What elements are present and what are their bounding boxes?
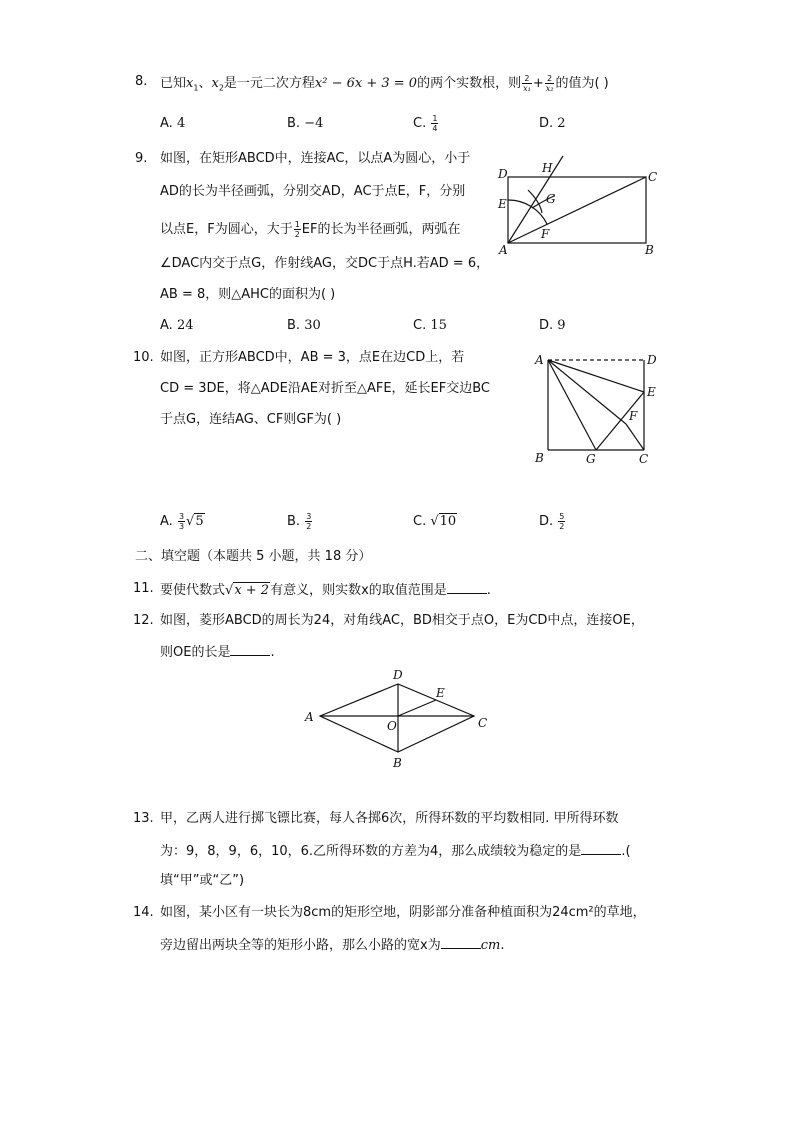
q10-line-1: 如图，正方形ABCD中，AB = 3，点E在边CD上，若 (160, 350, 465, 365)
q9-line-2: AD的长为半径画弧，分别交AD，AC于点E，F，分别 (160, 184, 466, 199)
q10-option-d: D. $\frac{5}{2}$ (539, 512, 565, 531)
q9-label-d: D (498, 167, 508, 181)
q8-option-c: C. $\frac{1}{4}$ (413, 114, 438, 133)
q9-number: 9. (135, 151, 148, 166)
q9-label-a: A (499, 243, 508, 257)
section-2-title: 二、填空题（本题共 5 小题，共 18 分） (135, 549, 372, 564)
q8-text-2: 是一元二次方程 (223, 76, 315, 91)
q10-option-c: C. √10 (413, 514, 457, 529)
q10-option-b: B. $\frac{3}{2}$ (287, 512, 312, 531)
q8-option-a: A. 4 (160, 116, 186, 131)
q10-label-d: D (647, 353, 657, 367)
q12-number: 12. (133, 613, 154, 628)
q12-label-c: C (478, 716, 488, 730)
q10-label-f: F (629, 409, 638, 423)
q12-answer-blank[interactable] (230, 643, 270, 656)
q8-x2: x (211, 76, 219, 91)
q10-label-e: E (647, 385, 656, 399)
q9-label-c: C (648, 170, 658, 184)
q13-answer-blank[interactable] (581, 842, 621, 855)
q9-line-1: 如图，在矩形ABCD中，连接AC，以点A为圆心，小于 (160, 151, 471, 166)
q8-plus: + (532, 76, 544, 91)
q12-label-e: E (436, 686, 445, 700)
q13-line-3: 填“甲”或“乙”) (160, 873, 245, 888)
q12-segment-oe (398, 700, 436, 716)
q9-label-h: H (542, 161, 553, 175)
q8-text-1: 已知 (160, 76, 187, 91)
q10-figure (530, 348, 660, 468)
q9-label-f: F (541, 227, 550, 241)
q10-line-fc (626, 424, 644, 450)
q9-figure (490, 150, 670, 260)
q9-option-d: D. 9 (539, 318, 566, 333)
q14-number: 14. (133, 905, 154, 920)
q11-radicand: x + 2 (234, 583, 270, 598)
q12-line-1: 如图，菱形ABCD的周长为24，对角线AC，BD相交于点O，E为CD中点，连接OE， (160, 613, 644, 628)
q10-label-c: C (639, 452, 649, 466)
q9-line-3: 以点E，F为圆心，大于 $\frac{1}{2}$ EF的长为半径画弧，两弧在 (160, 220, 461, 239)
q9-option-c: C. 15 (413, 318, 447, 333)
q12-label-a: A (305, 710, 314, 724)
q8-fraction-2: $\frac{2}{\text{x₂}}$ (545, 74, 554, 93)
q8-x1: x (186, 76, 194, 91)
q11-number: 11. (133, 581, 154, 596)
q13-line-2: 为：9，8，9，6，10，6.乙所得环数的方差为4，那么成绩较为稳定的是 .( (160, 844, 631, 859)
q10-label-g: G (586, 452, 596, 466)
q12-figure (300, 664, 500, 772)
q9-line-4: ∠DAC内交于点G，作射线AG，交DC于点H.若AD = 6， (160, 256, 490, 271)
q9-label-g: G (546, 192, 556, 206)
q12-label-b: B (393, 756, 402, 770)
q10-number: 10. (133, 350, 154, 365)
q8-stem (160, 74, 609, 97)
q10-line-af (548, 360, 626, 424)
q12-label-o: O (387, 719, 397, 733)
q11-answer-blank[interactable] (447, 581, 487, 594)
q8-equation: x² − 6x + 3 = 0 (314, 76, 418, 91)
q9-label-e: E (498, 197, 507, 211)
q9-line-5: AB = 8，则△AHC的面积为( ) (160, 287, 336, 302)
q8-x2-sub: 2 (218, 83, 224, 93)
q10-line-3: 于点G，连结AG、CF则GF为( ) (160, 412, 342, 427)
q12-rhombus (320, 684, 474, 752)
q10-label-b: B (535, 451, 544, 465)
q12-label-d: D (393, 668, 403, 682)
q10-label-a: A (535, 353, 544, 367)
q14-unit: cm (480, 938, 501, 953)
q8-option-b: B. −4 (287, 116, 324, 131)
q9-label-b: B (645, 243, 654, 257)
q10-option-a: A. $\frac{3}{3}$ √5 (160, 512, 204, 531)
q8-sep: 、 (198, 76, 212, 91)
q13-number: 13. (133, 811, 154, 826)
q9-option-b: B. 30 (287, 318, 321, 333)
q8-number: 8. (135, 74, 148, 89)
q10-line-2: CD = 3DE，将△ADE沿AE对折至△AFE，延长EF交边BC (160, 381, 491, 396)
q8-text-4: 的值为( ) (555, 76, 609, 91)
q14-line-2: 旁边留出两块全等的矩形小路，那么小路的宽x为 cm. (160, 938, 505, 953)
q8-x1-sub: 1 (193, 83, 199, 93)
q11-stem: 要使代数式√x + 2有意义，则实数x的取值范围是 . (160, 583, 491, 598)
q8-fraction-1: $\frac{2}{\text{x₁}}$ (523, 74, 531, 93)
q14-answer-blank[interactable] (441, 936, 481, 949)
q9-option-a: A. 24 (160, 318, 194, 333)
q14-line-1: 如图，某小区有一块长为8cm的矩形空地，阴影部分准备种植面积为24cm²的草地， (160, 905, 646, 920)
q12-line-2: 则OE的长是 . (160, 645, 275, 660)
q8-text-3: 的两个实数根，则 (417, 76, 522, 91)
q8-option-d: D. 2 (539, 116, 566, 131)
q13-line-1: 甲，乙两人进行掷飞镖比赛，每人各掷6次，所得环数的平均数相同. 甲所得环数 (160, 811, 619, 826)
